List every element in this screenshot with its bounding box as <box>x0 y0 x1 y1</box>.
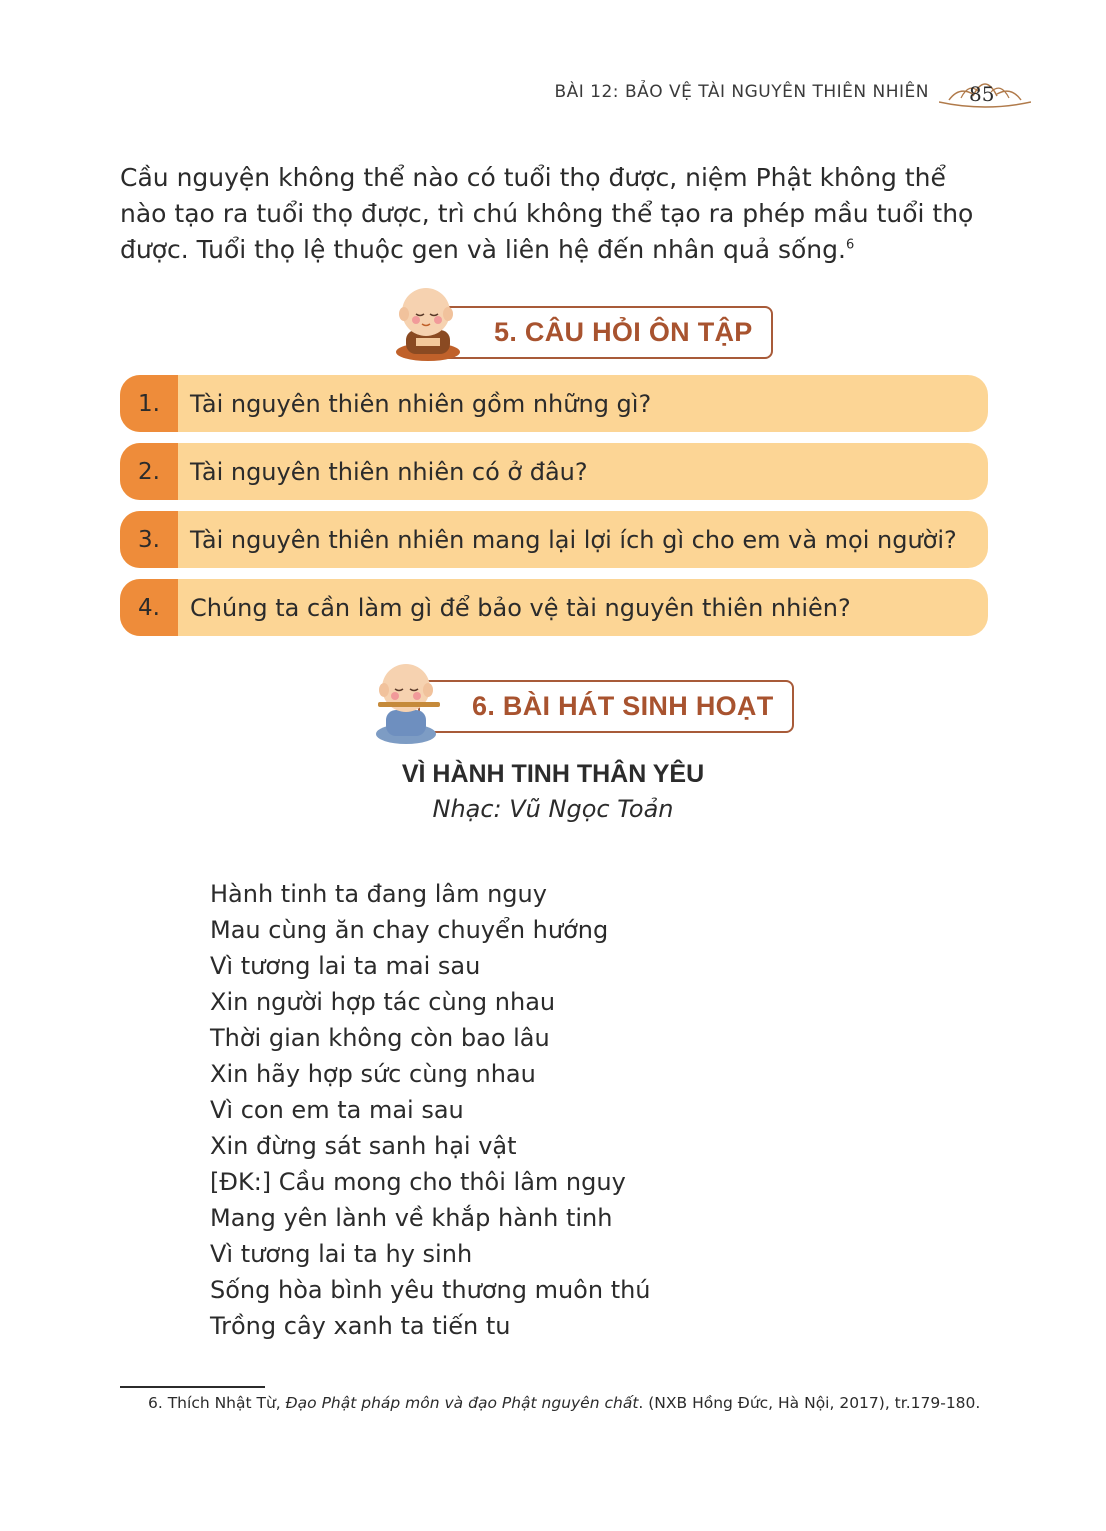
footnote-author: 6. Thích Nhật Từ, <box>148 1394 286 1412</box>
lotus-page-badge <box>939 72 1031 112</box>
lyric-line: Thời gian không còn bao lâu <box>210 1024 550 1052</box>
song-author: Nhạc: Vũ Ngọc Toản <box>432 795 674 823</box>
question-number: 3. <box>120 511 178 568</box>
lyric-line: Mau cùng ăn chay chuyển hướng <box>210 916 609 944</box>
chapter-title: BÀI 12: BẢO VỆ TÀI NGUYÊN THIÊN NHIÊN <box>554 82 929 102</box>
lyric-line: Vì tương lai ta mai sau <box>210 952 481 980</box>
lyric-line: Xin đừng sát sanh hại vật <box>210 1132 517 1160</box>
lyric-line: Vì con em ta mai sau <box>210 1096 464 1124</box>
section-6-title-box <box>418 680 794 733</box>
song-title: VÌ HÀNH TINH THÂN YÊU <box>401 760 705 788</box>
page-number: 85 <box>969 82 995 106</box>
intro-paragraph <box>120 160 1000 268</box>
question-text: Tài nguyên thiên nhiên có ở đâu? <box>190 457 588 486</box>
lyric-line: Vì tương lai ta hy sinh <box>210 1240 473 1268</box>
lyric-line: [ĐK:] Cầu mong cho thôi lâm nguy <box>210 1168 626 1196</box>
question-text: Tài nguyên thiên nhiên mang lại lợi ích gì cho em và mọi người? <box>190 525 957 554</box>
footnote-divider <box>120 1386 265 1388</box>
question-number: 4. <box>120 579 178 636</box>
section-5-title-box <box>440 306 773 359</box>
question-number: 2. <box>120 443 178 500</box>
question-item <box>120 511 988 568</box>
review-questions-list <box>120 375 988 647</box>
monk-reading-icon <box>388 280 468 362</box>
intro-text: Cầu nguyện không thể nào có tuổi thọ được, niệm Phật không thể nào tạo ra tuổi thọ được, trì chú không thể tạo ra phép mầu tuổi thọ được. Tuổi thọ lệ thuộc gen và liên hệ đến nhân quả sống. <box>120 163 974 264</box>
lyric-line: Trồng cây xanh ta tiến tu <box>210 1312 511 1340</box>
monk-flute-icon <box>368 656 446 746</box>
footnote-book-title: Đạo Phật pháp môn và đạo Phật nguyên chất <box>285 1394 639 1412</box>
lyric-line: Hành tinh ta đang lâm nguy <box>210 880 547 908</box>
footnote-publication: . (NXB Hồng Đức, Hà Nội, 2017), tr.179-180. <box>638 1394 981 1412</box>
lyric-line: Xin hãy hợp sức cùng nhau <box>210 1060 536 1088</box>
lyric-line: Mang yên lành về khắp hành tinh <box>210 1204 613 1232</box>
question-number: 1. <box>120 375 178 432</box>
running-header <box>554 72 1031 112</box>
question-text: Tài nguyên thiên nhiên gồm những gì? <box>190 389 652 418</box>
lyric-line: Xin người hợp tác cùng nhau <box>210 988 556 1016</box>
footnote <box>120 1392 1000 1414</box>
song-lyrics <box>210 876 651 1344</box>
question-item <box>120 579 988 636</box>
question-item <box>120 443 988 500</box>
section-6-title: 6. BÀI HÁT SINH HOẠT <box>472 691 774 721</box>
question-item <box>120 375 988 432</box>
question-text: Chúng ta cần làm gì để bảo vệ tài nguyên thiên nhiên? <box>190 593 851 622</box>
section-5-title: 5. CÂU HỎI ÔN TẬP <box>494 317 753 347</box>
footnote-ref: 6 <box>845 237 855 253</box>
lyric-line: Sống hòa bình yêu thương muôn thú <box>210 1276 651 1304</box>
